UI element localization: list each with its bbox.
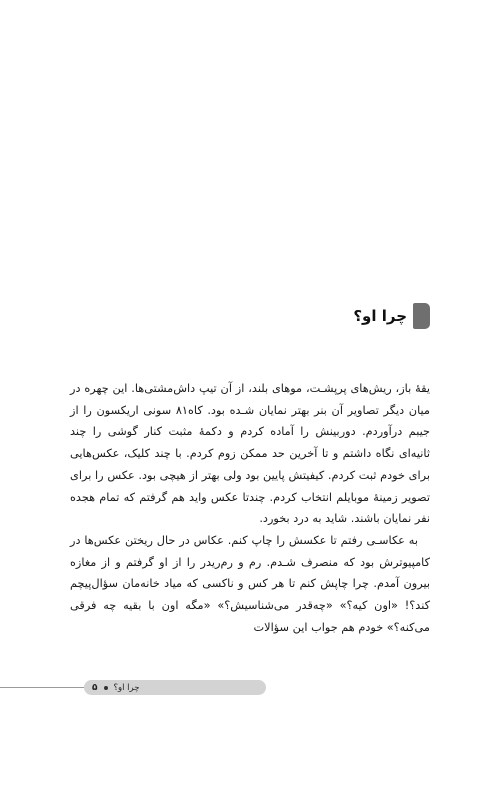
body-text <box>70 378 430 638</box>
footer-line <box>0 687 90 688</box>
page-footer <box>84 680 266 695</box>
footer-separator-dot <box>104 686 108 690</box>
paragraph-1: یقهٔ باز، ریش‌های پرپشـت، موهای بلند، از آن تیپ داش‌مشتی‌ها. این چهره در میان دیگر تصاویر آن بنر بهتر نمایان شـده بود. کاه۸۱ سونی اریکسون را از جیبم درآوردم. دوربینش را آماده کردم و دکمهٔ مثبت کنار گوشی را چند ثانیه‌ای نگاه داشتم و تا آخرین حد ممکن زوم کردم. با چند کلیک، عکس‌هایی برای خودم ثبت کردم. کیفیتش پایین بود ولی بهتر از هیچی بود. عکس را برای تصویر زمینهٔ موبایلم انتخاب کردم. چندتا عکس واید هم گرفتم که تمام هجده نفر نمایان باشند. شاید به درد بخورد. <box>70 382 430 526</box>
paragraph-2: به عکاسـی رفتم تا عکسش را چاپ کنم. عکاس در حال ریختن عکس‌ها در کامپیوترش بود که منصرف شـدم. رم و رم‌ریدر را از او گرفتم و از مغازه بیرون آمدم. چرا چاپش کنم تا هر کس و ناکسی که میاد خانه‌مان سؤال‌پیچم کند؟! «اون کیه؟» «چه‌قدر می‌شناسیش؟» «مگه اون با بقیه چه فرقی می‌کنه؟» خودم هم جواب این سؤالات <box>70 533 430 634</box>
heading-marker <box>413 303 430 329</box>
section-heading <box>353 303 430 329</box>
page-number: ۵ <box>92 682 98 693</box>
running-title: چرا او؟ <box>113 682 140 693</box>
heading-title: چرا او؟ <box>353 307 407 325</box>
